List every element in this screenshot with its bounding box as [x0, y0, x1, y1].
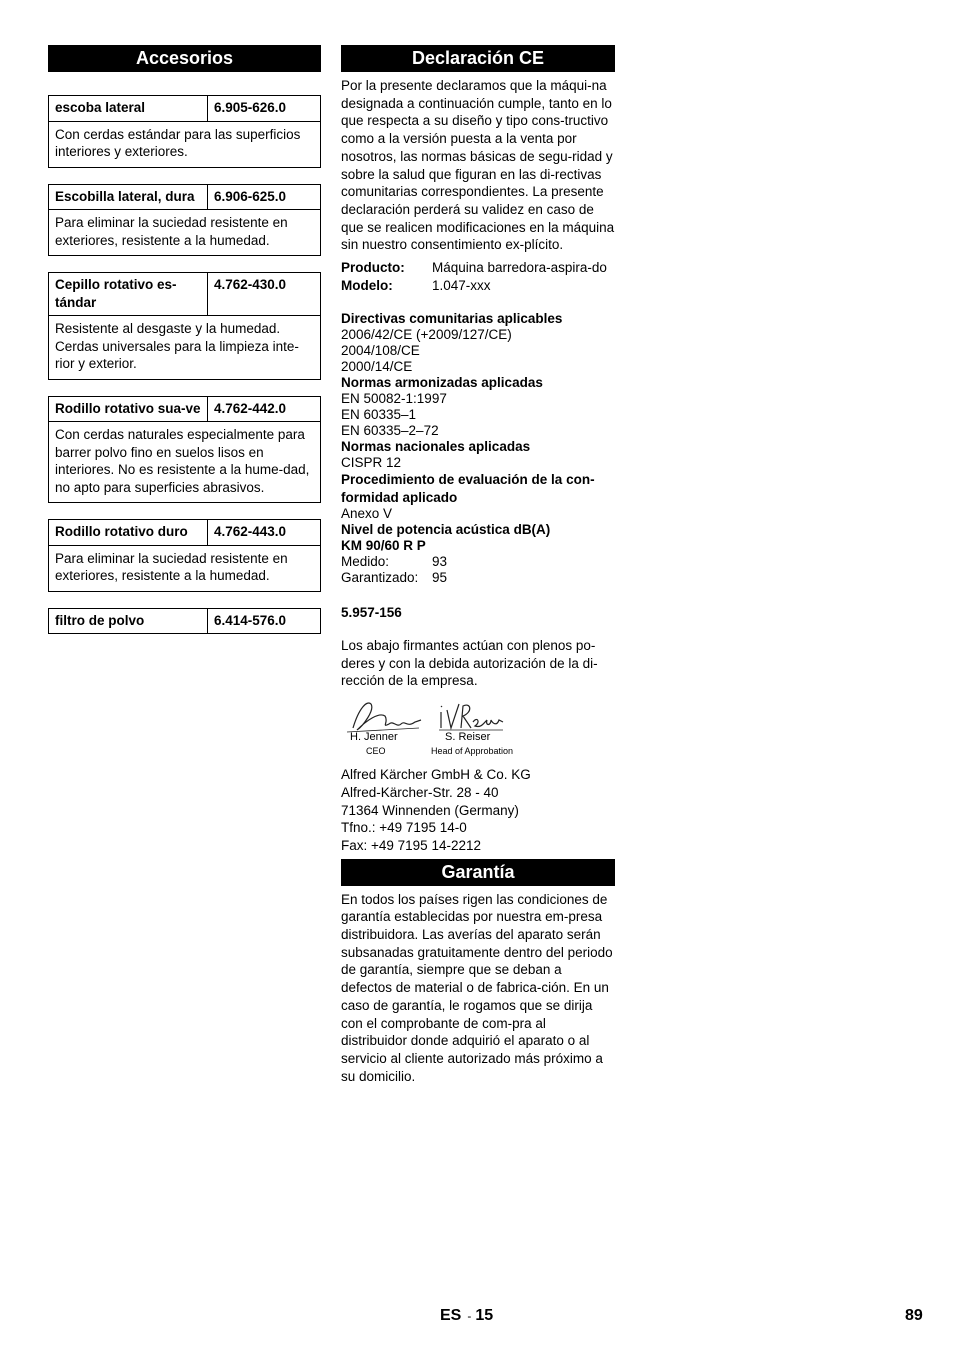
signature-block — [341, 698, 615, 760]
address-line: Alfred-Kärcher-Str. 28 - 40 — [341, 784, 499, 800]
accessory-name: Rodillo rotativo sua-ve — [49, 396, 208, 422]
accesorios-heading: Accesorios — [48, 45, 321, 72]
accessory-table — [48, 396, 321, 504]
signer2-name: S. Reiser — [445, 731, 491, 744]
accessory-name: filtro de polvo — [49, 608, 208, 634]
normas-nacionales-label: Normas nacionales aplicadas — [341, 439, 531, 455]
declaracion-details — [341, 311, 615, 554]
accessory-table — [48, 95, 321, 168]
directiva-item: 2000/14/CE — [341, 359, 413, 375]
footer-dash: - — [467, 1309, 472, 1323]
accessory-description: Para eliminar la suciedad resistente en exteriores, resistente a la humedad. — [49, 545, 321, 591]
nivel-model: KM 90/60 R P — [341, 538, 426, 554]
declaracion-column — [341, 45, 615, 1085]
accessory-description: Con cerdas estándar para las superficios interiores y exteriores. — [49, 121, 321, 167]
garantia-text: En todos los países rigen las condiciones de garantía establecidas por nuestra em-presa distribuidora. Las averías del aparato serán subsanadas gratuitamente dentro del periodo de garantía, siempre que se deban a defectos de material o de fabrica-ción. En un caso de garantía, le rogamos que se dirija con el comprobante de com-pra al distribuidor donde adquirió el aparato o al servicio al cliente autorizado más próximo a su domicilio. — [341, 891, 613, 1084]
producto-value: Máquina barredora-aspira-do — [432, 260, 607, 276]
signer1-name: H. Jenner — [350, 731, 398, 744]
accessory-table — [48, 272, 321, 380]
footer-section — [440, 1307, 493, 1325]
directiva-item: 2004/108/CE — [341, 343, 420, 359]
firmantes-text: Los abajo firmantes actúan con plenos po-deres y con la debida autorización de la di-rección de la empresa. — [341, 638, 598, 689]
company-address — [341, 766, 615, 855]
address-line: Alfred Kärcher GmbH & Co. KG — [341, 767, 531, 783]
address-line: Fax: +49 7195 14-2212 — [341, 837, 481, 853]
address-line: 71364 Winnenden (Germany) — [341, 802, 519, 818]
directiva-item: 2006/42/CE (+2009/127/CE) — [341, 327, 512, 343]
directivas-label: Directivas comunitarias aplicables — [341, 311, 563, 327]
footer-section-page: 15 — [475, 1307, 494, 1324]
accesorios-column — [48, 45, 321, 634]
declaracion-heading: Declaración CE — [341, 45, 615, 72]
medido-row — [341, 554, 615, 570]
footer-lang: ES — [440, 1307, 462, 1324]
norma-item: EN 50082-1:1997 — [341, 391, 447, 407]
accessory-number: 4.762-443.0 — [208, 520, 321, 546]
accessory-table — [48, 608, 321, 635]
accessory-number: 4.762-442.0 — [208, 396, 321, 422]
procedimiento-label: Procedimiento de evaluación de la con-formidad aplicado — [341, 472, 595, 505]
doc-number: 5.957-156 — [341, 605, 402, 621]
norma-item: EN 60335–1 — [341, 407, 417, 423]
accessory-description: Con cerdas naturales especialmente para barrer polvo fino en suelos lisos en interiores. No es resistente a la hume-dad, no apto para superficies abrasivos. — [49, 422, 321, 503]
declaracion-intro: Por la presente declaramos que la máqui-na designada a continuación cumple, tanto en lo que respecta a su diseño y tipo cons-tructivo como a la versión puesta a la venta por nosotros, las normas básicas de segu-ridad y sobre la salud que figuran en las di-rectivas comunitarias correspondientes. La presente declaración perderá su validez en caso de que se realicen modificaciones en la máquina sin nuestro consentimiento ex-plícito. — [341, 78, 615, 253]
accessory-table — [48, 519, 321, 592]
accessory-table — [48, 184, 321, 257]
medido-value: 93 — [432, 554, 448, 570]
garantizado-value: 95 — [432, 570, 448, 586]
signer1-role: CEO — [366, 746, 386, 757]
garantizado-label: Garantizado: — [341, 570, 419, 586]
modelo-row — [341, 277, 615, 295]
producto-label: Producto: — [341, 260, 405, 276]
procedimiento-value: Anexo V — [341, 506, 393, 522]
garantizado-row — [341, 570, 615, 586]
medido-label: Medido: — [341, 554, 390, 570]
garantia-heading: Garantía — [341, 859, 615, 886]
modelo-label: Modelo: — [341, 277, 393, 293]
norma-nacional-item: CISPR 12 — [341, 455, 402, 471]
accessory-number: 6.906-625.0 — [208, 184, 321, 210]
signer2-role: Head of Approbation — [431, 746, 514, 757]
address-line: Tfno.: +49 7195 14-0 — [341, 820, 467, 836]
accessory-name: Rodillo rotativo duro — [49, 520, 208, 546]
accessory-name: escoba lateral — [49, 96, 208, 122]
accessory-name: Escobilla lateral, dura — [49, 184, 208, 210]
modelo-value: 1.047-xxx — [432, 277, 491, 293]
accessory-name: Cepillo rotativo es-tándar — [49, 273, 208, 316]
norma-item: EN 60335–2–72 — [341, 423, 439, 439]
normas-armonizadas-label: Normas armonizadas aplicadas — [341, 375, 543, 391]
accessory-number: 6.414-576.0 — [208, 608, 321, 634]
accessory-number: 6.905-626.0 — [208, 96, 321, 122]
page-number: 89 — [905, 1307, 923, 1324]
accessory-number: 4.762-430.0 — [208, 273, 321, 316]
accessory-description: Resistente al desgaste y la humedad. Cerdas universales para la limpieza inte-rior y exterior. — [49, 316, 321, 380]
accessory-description: Para eliminar la suciedad resistente en exteriores, resistente a la humedad. — [49, 210, 321, 256]
nivel-label: Nivel de potencia acústica dB(A) — [341, 522, 551, 538]
producto-row — [341, 259, 615, 277]
